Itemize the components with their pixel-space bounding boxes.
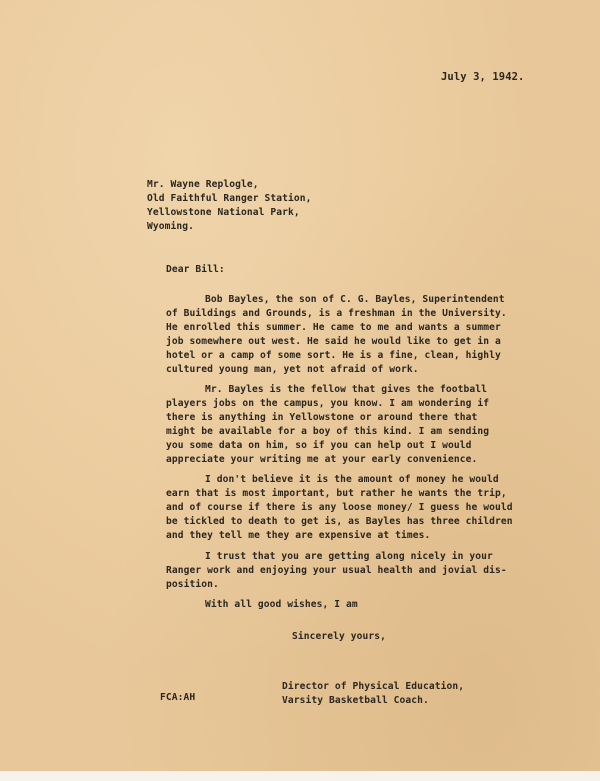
body-line: you some data on him, so if you can help out I would <box>166 440 472 451</box>
body-line: there is anything in Yellowstone or around there that <box>166 412 478 423</box>
body-line: appreciate your writing me at your early convenience. <box>166 454 478 465</box>
recipient-line: Mr. Wayne Replogle, <box>147 179 259 190</box>
signature-title-line: Varsity Basketball Coach. <box>282 695 429 706</box>
body-line: Bob Bayles, the son of C. G. Bayles, Superintendent <box>205 294 505 305</box>
body-line: and they tell me they are expensive at times. <box>166 530 431 541</box>
body-line: might be available for a boy of this kind. I am sending <box>166 426 490 437</box>
body-line: players jobs on the campus, you know. I am wondering if <box>166 398 490 409</box>
body-line: He enrolled this summer. He came to me and wants a summer <box>166 322 501 333</box>
reference-initials: FCA:AH <box>160 692 196 703</box>
scan-border <box>0 771 600 781</box>
body-line: Ranger work and enjoying your usual health and jovial dis- <box>166 565 507 576</box>
recipient-line: Yellowstone National Park, <box>147 207 300 218</box>
body-line: earn that is most important, but rather he wants the trip, <box>166 488 507 499</box>
body-line: cultured young man, yet not afraid of work. <box>166 364 419 375</box>
closing-wishes: With all good wishes, I am <box>205 599 358 610</box>
body-line: I don't believe it is the amount of money he would <box>205 474 499 485</box>
signature-title-line: Director of Physical Education, <box>282 681 465 692</box>
body-line: job somewhere out west. He said he would like to get in a <box>166 336 501 347</box>
letter-date: July 3, 1942. <box>441 71 525 83</box>
body-line: be tickled to death to get is, as Bayles has three children <box>166 516 513 527</box>
body-line: position. <box>166 579 219 590</box>
salutation: Dear Bill: <box>166 264 225 275</box>
body-line: I trust that you are getting along nicely in your <box>205 551 493 562</box>
body-line: hotel or a camp of some sort. He is a fine, clean, highly <box>166 350 501 361</box>
body-line: Mr. Bayles is the fellow that gives the football <box>205 384 488 395</box>
complimentary-close: Sincerely yours, <box>292 631 387 642</box>
recipient-line: Old Faithful Ranger Station, <box>147 193 312 204</box>
recipient-line: Wyoming. <box>147 221 195 232</box>
body-line: and of course if there is any loose money/ I guess he would <box>166 502 513 513</box>
body-line: of Buildings and Grounds, is a freshman in the University. <box>166 308 507 319</box>
